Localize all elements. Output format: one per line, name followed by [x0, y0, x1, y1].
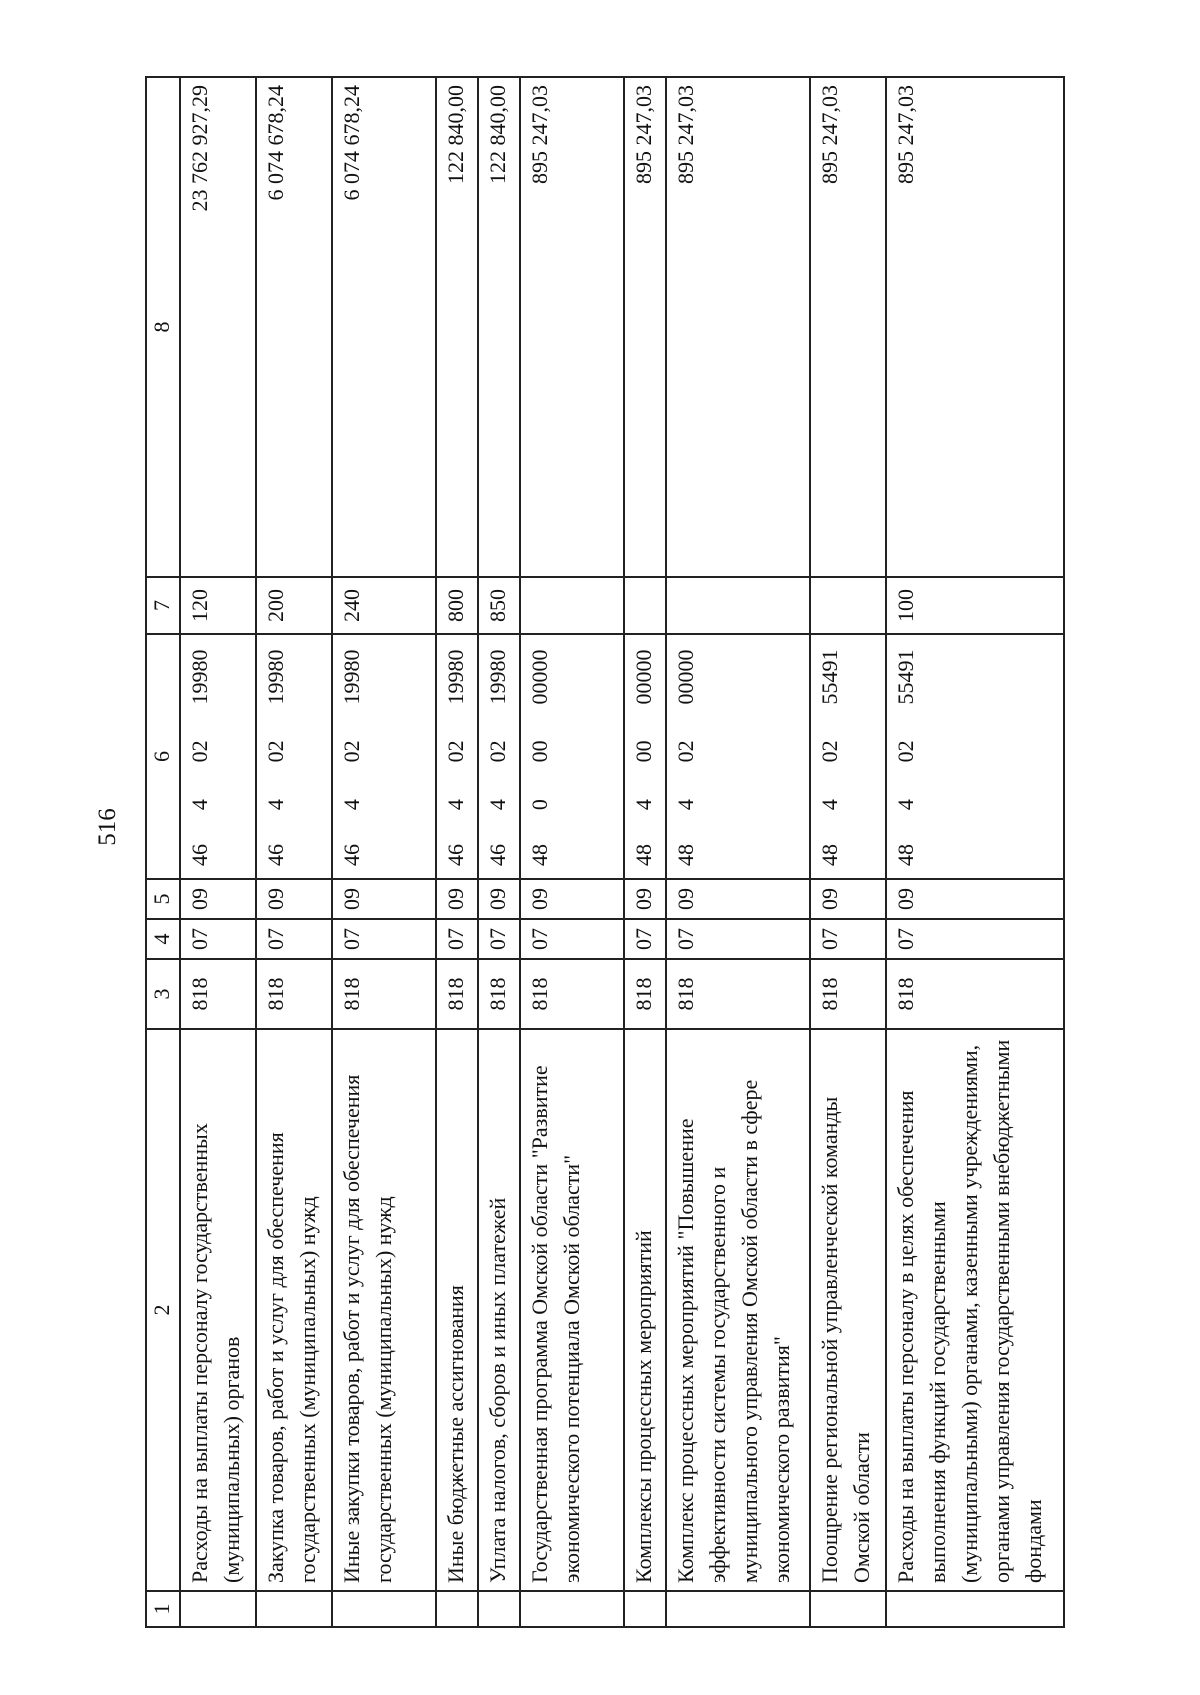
- target-article-measure: 02: [339, 740, 365, 763]
- row-number-cell: [886, 1591, 1064, 1627]
- target-article-direction: 19980: [263, 649, 289, 705]
- expense-name-cell: Расходы на выплаты персоналу государственных (муниципальных) органов: [180, 1029, 256, 1591]
- header-cell-3: 3: [146, 959, 180, 1029]
- target-article-direction: 19980: [187, 649, 212, 705]
- subsection-code-cell: 09: [180, 879, 256, 919]
- expense-type-cell: 200: [256, 577, 332, 634]
- section-code-cell: 07: [520, 919, 624, 959]
- table-row: [624, 77, 666, 1627]
- target-article-measure: 02: [817, 740, 843, 763]
- expense-name-cell: Иные закупки товаров, работ и услуг для обеспечения государственных (муниципальных) нужд: [332, 1029, 436, 1591]
- expense-type-cell: [520, 577, 624, 634]
- subsection-code-cell: 09: [810, 879, 886, 919]
- target-article-cell: [332, 634, 436, 879]
- row-number-cell: [666, 1591, 810, 1627]
- header-cell-5: 5: [146, 879, 180, 919]
- section-code-cell: 07: [332, 919, 436, 959]
- target-article-subtype: 4: [187, 799, 212, 811]
- section-code-cell: 07: [180, 919, 256, 959]
- ministry-code-cell: 818: [256, 959, 332, 1029]
- subsection-code-cell: 09: [666, 879, 810, 919]
- target-article-subtype: 4: [817, 799, 843, 811]
- section-code-cell: 07: [478, 919, 520, 959]
- rotated-table-container: [145, 78, 1065, 1628]
- target-article-measure: 00: [631, 740, 657, 763]
- row-number-cell: [810, 1591, 886, 1627]
- target-article-subtype: 4: [631, 799, 657, 811]
- table-row: [180, 77, 256, 1627]
- table-row: [666, 77, 810, 1627]
- target-article-direction: 19980: [485, 649, 511, 705]
- row-number-cell: [520, 1591, 624, 1627]
- expense-type-cell: 850: [478, 577, 520, 634]
- section-code-cell: 07: [436, 919, 478, 959]
- ministry-code-cell: 818: [520, 959, 624, 1029]
- target-article-program: 48: [893, 844, 919, 866]
- expense-type-cell: 100: [886, 577, 1064, 634]
- expense-type-cell: [810, 577, 886, 634]
- section-code-cell: 07: [810, 919, 886, 959]
- ministry-code-cell: 818: [478, 959, 520, 1029]
- amount-cell: 895 247,03: [886, 77, 1064, 577]
- expense-name-cell: Комплекс процессных мероприятий "Повышение эффективности системы государственного и муниципального управления Омской области в сфере экономического развития": [666, 1029, 810, 1591]
- amount-cell: 6 074 678,24: [256, 77, 332, 577]
- expense-name-cell: Поощрение региональной управленческой команды Омской области: [810, 1029, 886, 1591]
- table-row: [478, 77, 520, 1627]
- target-article-direction: 00000: [527, 649, 553, 705]
- expense-name-cell: Закупка товаров, работ и услуг для обеспечения государственных (муниципальных) нужд: [256, 1029, 332, 1591]
- expense-type-cell: [666, 577, 810, 634]
- amount-cell: 895 247,03: [666, 77, 810, 577]
- target-article-direction: 55491: [893, 649, 919, 705]
- target-article-measure: 02: [893, 740, 919, 763]
- target-article-measure: 02: [673, 740, 699, 763]
- header-cell-8: 8: [146, 77, 180, 577]
- expense-name-cell: Государственная программа Омской области "Развитие экономического потенциала Омской области": [520, 1029, 624, 1591]
- target-article-cell: [624, 634, 666, 879]
- header-cell-7: 7: [146, 577, 180, 634]
- target-article-direction: 19980: [442, 649, 468, 705]
- target-article-subtype: 4: [263, 799, 289, 811]
- section-code-cell: 07: [256, 919, 332, 959]
- header-cell-1: 1: [146, 1591, 180, 1627]
- target-article-direction: 55491: [817, 649, 843, 705]
- ministry-code-cell: 818: [436, 959, 478, 1029]
- expense-type-cell: 120: [180, 577, 256, 634]
- table-row: [520, 77, 624, 1627]
- ministry-code-cell: 818: [666, 959, 810, 1029]
- section-code-cell: 07: [624, 919, 666, 959]
- target-article-subtype: 4: [339, 799, 365, 811]
- header-cell-6: 6: [146, 634, 180, 879]
- ministry-code-cell: 818: [810, 959, 886, 1029]
- target-article-cell: [180, 634, 256, 879]
- expense-name-cell: Расходы на выплаты персоналу в целях обеспечения выполнения функций государственными (муниципальными) органами, казенными учреждениями, органами управления государственными внебюджетными фондами: [886, 1029, 1064, 1591]
- amount-cell: 122 840,00: [436, 77, 478, 577]
- ministry-code-cell: 818: [332, 959, 436, 1029]
- expense-name-cell: Иные бюджетные ассигнования: [436, 1029, 478, 1591]
- subsection-code-cell: 09: [520, 879, 624, 919]
- target-article-cell: [886, 634, 1064, 879]
- subsection-code-cell: 09: [256, 879, 332, 919]
- target-article-subtype: 4: [673, 799, 699, 811]
- section-code-cell: 07: [666, 919, 810, 959]
- subsection-code-cell: 09: [478, 879, 520, 919]
- target-article-direction: 00000: [673, 649, 699, 705]
- target-article-cell: [666, 634, 810, 879]
- header-row: [146, 77, 180, 1627]
- target-article-direction: 19980: [339, 649, 365, 705]
- row-number-cell: [256, 1591, 332, 1627]
- target-article-measure: 02: [187, 740, 212, 763]
- target-article-program: 46: [442, 844, 468, 866]
- amount-cell: 6 074 678,24: [332, 77, 436, 577]
- expense-type-cell: [624, 577, 666, 634]
- target-article-measure: 02: [263, 740, 289, 763]
- target-article-program: 48: [631, 844, 657, 866]
- subsection-code-cell: 09: [332, 879, 436, 919]
- table-row: [436, 77, 478, 1627]
- target-article-program: 46: [339, 844, 365, 866]
- target-article-program: 48: [817, 844, 843, 866]
- row-number-cell: [436, 1591, 478, 1627]
- ministry-code-cell: 818: [180, 959, 256, 1029]
- target-article-measure: 00: [527, 740, 553, 763]
- expense-name-cell: Комплексы процессных мероприятий: [624, 1029, 666, 1591]
- target-article-program: 48: [673, 844, 699, 866]
- target-article-subtype: 0: [527, 799, 553, 811]
- ministry-code-cell: 818: [886, 959, 1064, 1029]
- target-article-program: 46: [485, 844, 511, 866]
- target-article-program: 46: [263, 844, 289, 866]
- budget-table: [145, 76, 1065, 1628]
- amount-cell: 895 247,03: [624, 77, 666, 577]
- expense-type-cell: 800: [436, 577, 478, 634]
- target-article-cell: [810, 634, 886, 879]
- target-article-measure: 02: [442, 740, 468, 763]
- target-article-direction: 00000: [631, 649, 657, 705]
- amount-cell: 23 762 927,29: [180, 77, 256, 577]
- expense-name-cell: Уплата налогов, сборов и иных платежей: [478, 1029, 520, 1591]
- row-number-cell: [180, 1591, 256, 1627]
- target-article-subtype: 4: [485, 799, 511, 811]
- amount-cell: 122 840,00: [478, 77, 520, 577]
- amount-cell: 895 247,03: [520, 77, 624, 577]
- target-article-cell: [436, 634, 478, 879]
- header-cell-4: 4: [146, 919, 180, 959]
- page-number: 516: [94, 808, 121, 846]
- target-article-measure: 02: [485, 740, 511, 763]
- table-row: [886, 77, 1064, 1627]
- target-article-program: 46: [187, 844, 212, 866]
- target-article-subtype: 4: [893, 799, 919, 811]
- subsection-code-cell: 09: [436, 879, 478, 919]
- row-number-cell: [478, 1591, 520, 1627]
- table-row: [332, 77, 436, 1627]
- target-article-cell: [256, 634, 332, 879]
- table-row: [256, 77, 332, 1627]
- target-article-subtype: 4: [442, 799, 468, 811]
- subsection-code-cell: 09: [624, 879, 666, 919]
- target-article-program: 48: [527, 844, 553, 866]
- row-number-cell: [332, 1591, 436, 1627]
- target-article-cell: [520, 634, 624, 879]
- header-cell-2: 2: [146, 1029, 180, 1591]
- row-number-cell: [624, 1591, 666, 1627]
- target-article-cell: [478, 634, 520, 879]
- subsection-code-cell: 09: [886, 879, 1064, 919]
- section-code-cell: 07: [886, 919, 1064, 959]
- table-row: [810, 77, 886, 1627]
- expense-type-cell: 240: [332, 577, 436, 634]
- amount-cell: 895 247,03: [810, 77, 886, 577]
- ministry-code-cell: 818: [624, 959, 666, 1029]
